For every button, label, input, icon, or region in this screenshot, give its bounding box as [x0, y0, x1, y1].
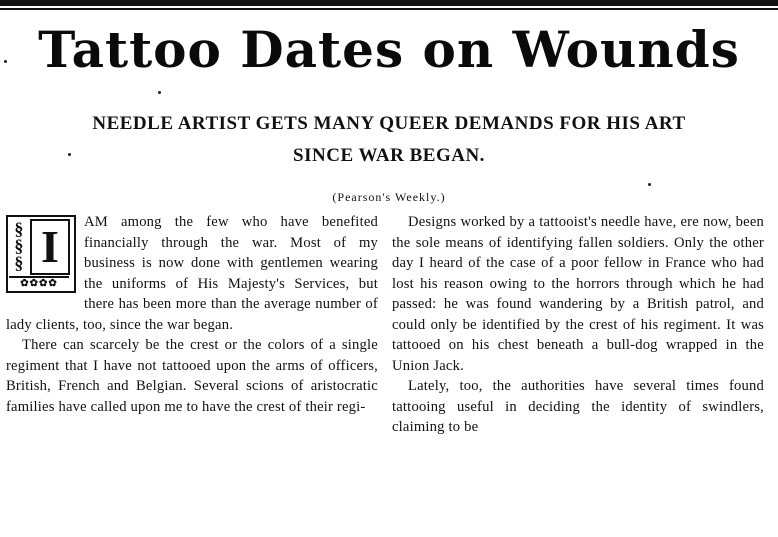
- print-speck: [68, 153, 71, 156]
- dropcap-letter: I: [30, 219, 70, 275]
- subhead-line-1: NEEDLE ARTIST GETS MANY QUEER DEMANDS FOR HIS ART: [92, 113, 686, 134]
- article-headline: Tattoo Dates on Wounds: [38, 20, 740, 79]
- top-rule-thick: [0, 0, 778, 6]
- dropcap-ornament-block: [6, 215, 76, 293]
- left-paragraph-1: AM among the few who have benefited financially through the war. Most of my business is now done with gentlemen wearing the uniforms of His Majesty's Services, but there has been more than the average number of lady clients, too, since the war began.: [6, 214, 378, 333]
- right-paragraph-1: Designs worked by a tattooist's needle have, ere now, been the sole means of identifying fallen soldiers. Only the other day I heard of the case of a poor fellow in France who had lost his reason owing to the horrors through which he had passed: he was found wandering by a British patrol, and could only be identified by the crest of his regiment. It was tattooed on his chest beneath a bull-dog wrapped in the Union Jack.: [392, 214, 764, 374]
- left-column: [6, 212, 378, 417]
- print-speck: [648, 183, 651, 186]
- right-column: [392, 212, 764, 438]
- print-speck: [158, 91, 161, 94]
- dropcap-scroll-icon: § § §: [14, 219, 24, 273]
- article-subhead: [20, 108, 758, 172]
- article-source: (Pearson's Weekly.): [332, 190, 446, 204]
- subhead-line-2: SINCE WAR BEGAN.: [293, 145, 485, 166]
- right-paragraph-2: Lately, too, the authorities have several times found tattooing useful in deciding the identity of swindlers, claiming to be: [392, 378, 764, 435]
- dropcap-band-icon: ✿✿✿✿: [9, 276, 69, 290]
- print-speck: [4, 60, 7, 63]
- top-rule-thin: [0, 8, 778, 10]
- left-paragraph-2: There can scarcely be the crest or the colors of a single regiment that I have not tattooed upon the arms of officers, British, French and Belgian. Several scions of aristocratic families have called upon me to have the crest of their regi-: [6, 337, 378, 415]
